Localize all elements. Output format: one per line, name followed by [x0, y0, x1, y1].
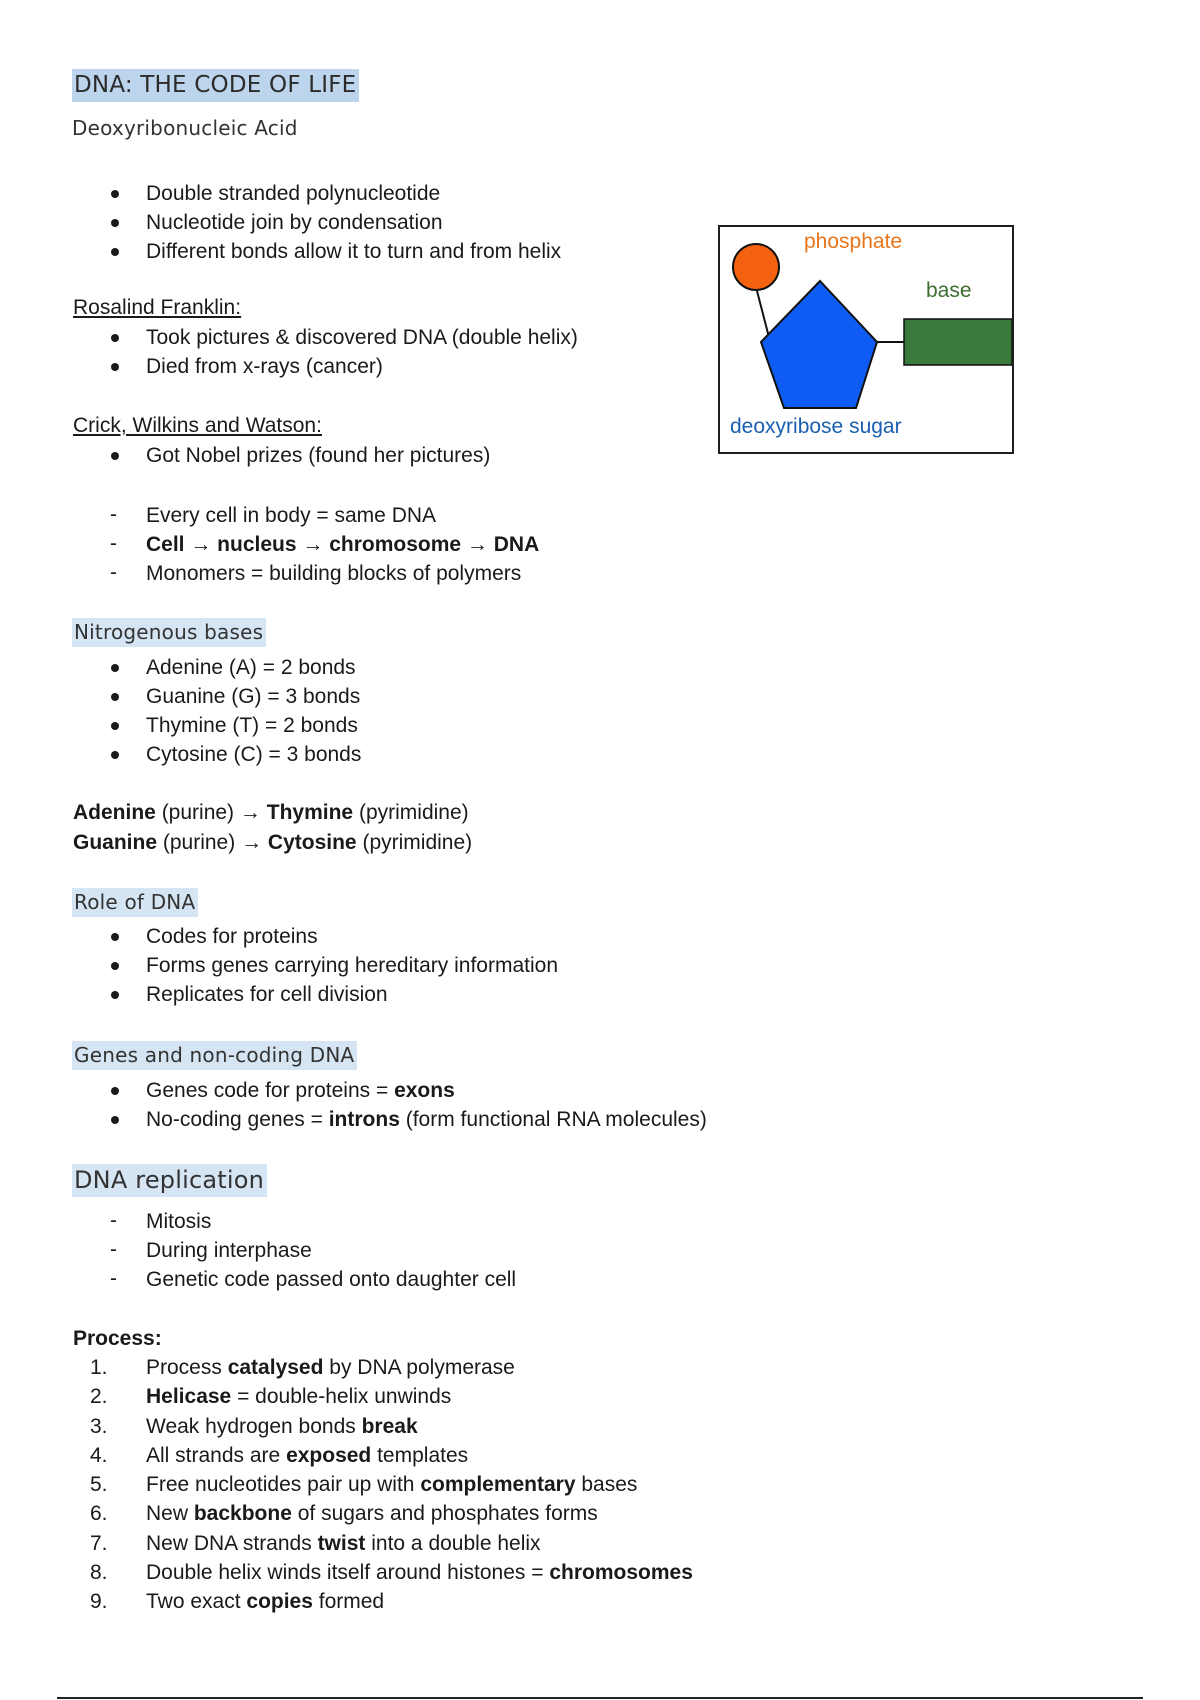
pair-line: Guanine (purine) → Cytosine (pyrimidine): [73, 831, 473, 854]
crick-list: [100, 441, 490, 470]
list-item: - Mitosis: [100, 1207, 516, 1236]
bullet-icon: [111, 363, 119, 371]
list-item: No-coding genes = introns (form functional RNA molecules): [100, 1105, 707, 1134]
genes-heading: Genes and non-coding DNA: [72, 1043, 357, 1067]
list-item: - Cell → nucleus → chromosome → DNA: [100, 530, 539, 559]
list-item: Different bonds allow it to turn and from helix: [100, 237, 561, 266]
dash-icon: -: [110, 1209, 117, 1232]
phosphate-label: phosphate: [804, 230, 903, 253]
process-steps: [88, 1353, 693, 1617]
list-item: Thymine (T) = 2 bonds: [100, 711, 361, 740]
list-item: Guanine (G) = 3 bonds: [100, 682, 361, 711]
bullet-icon: [111, 1087, 119, 1095]
sugar-pentagon: [761, 281, 877, 408]
arrow-icon: →: [239, 801, 261, 824]
list-item: Nucleotide join by condensation: [100, 208, 561, 237]
bullet-icon: [111, 933, 119, 941]
bullet-icon: [111, 722, 119, 730]
list-item: - Genetic code passed onto daughter cell: [100, 1265, 516, 1294]
list-item: - Every cell in body = same DNA: [100, 501, 539, 530]
franklin-list: [100, 323, 578, 381]
page-subtitle: Deoxyribonucleic Acid: [72, 116, 298, 140]
list-item: Genes code for proteins = exons: [100, 1076, 707, 1105]
replication-heading: DNA replication: [72, 1166, 267, 1194]
process-step: 7. New DNA strands twist into a double helix: [90, 1531, 541, 1555]
pair-line: Adenine (purine) → Thymine (pyrimidine): [73, 801, 469, 824]
bullet-icon: [111, 991, 119, 999]
bullet-icon: [111, 693, 119, 701]
bullet-icon: [111, 190, 119, 198]
process-step: 2. Helicase = double-helix unwinds: [90, 1385, 452, 1409]
bullet-icon: [111, 334, 119, 342]
list-item: Forms genes carrying hereditary information: [100, 951, 558, 980]
bullet-icon: [111, 751, 119, 759]
franklin-heading: Rosalind Franklin:: [73, 296, 242, 319]
bottom-divider: [57, 1697, 1143, 1699]
bullet-icon: [111, 1116, 119, 1124]
process-step: 5. Free nucleotides pair up with complementary bases: [90, 1473, 638, 1497]
arrow-icon: →: [241, 831, 263, 854]
list-item: Cytosine (C) = 3 bonds: [100, 740, 361, 769]
base-label: base: [926, 279, 972, 302]
phosphate-circle: [733, 244, 779, 290]
process-step: 9. Two exact copies formed: [90, 1590, 385, 1614]
role-list: [100, 922, 558, 1009]
sugar-label: deoxyribose sugar: [730, 415, 902, 438]
list-item: Double stranded polynucleotide: [100, 179, 561, 208]
list-item: Took pictures & discovered DNA (double helix): [100, 323, 578, 352]
dash-icon: -: [110, 532, 117, 555]
dash-icon: -: [110, 1267, 117, 1290]
nucleotide-diagram: [718, 225, 1014, 454]
bullet-icon: [111, 219, 119, 227]
bases-list: [100, 653, 361, 769]
process-step: 6. New backbone of sugars and phosphates forms: [90, 1502, 598, 1526]
process-step: 8. Double helix winds itself around histones = chromosomes: [90, 1561, 693, 1585]
list-item: Codes for proteins: [100, 922, 558, 951]
process-step: 4. All strands are exposed templates: [90, 1443, 469, 1467]
bullet-icon: [111, 962, 119, 970]
list-item: Adenine (A) = 2 bonds: [100, 653, 361, 682]
page-title: DNA: THE CODE OF LIFE: [72, 72, 359, 98]
process-step: 3. Weak hydrogen bonds break: [90, 1414, 418, 1438]
list-item: - During interphase: [100, 1236, 516, 1265]
role-heading: Role of DNA: [72, 890, 198, 914]
genes-list: [100, 1076, 707, 1134]
process-heading: Process:: [73, 1327, 162, 1350]
bases-heading: Nitrogenous bases: [72, 620, 266, 644]
list-item: - Monomers = building blocks of polymers: [100, 559, 539, 588]
intro-list: [100, 179, 561, 266]
base-rectangle: [904, 319, 1012, 365]
process-step: 1. Process catalysed by DNA polymerase: [90, 1356, 515, 1379]
list-item: Died from x-rays (cancer): [100, 352, 578, 381]
dash-icon: -: [110, 503, 117, 526]
facts-list: [100, 501, 539, 588]
dash-icon: -: [110, 1238, 117, 1261]
list-item: Replicates for cell division: [100, 980, 558, 1009]
nucleotide-svg: [720, 227, 1012, 452]
list-item: Got Nobel prizes (found her pictures): [100, 441, 490, 470]
bullet-icon: [111, 248, 119, 256]
dash-icon: -: [110, 561, 117, 584]
replication-list: [100, 1207, 516, 1294]
bullet-icon: [111, 664, 119, 672]
crick-heading: Crick, Wilkins and Watson:: [73, 414, 322, 437]
bullet-icon: [111, 452, 119, 460]
